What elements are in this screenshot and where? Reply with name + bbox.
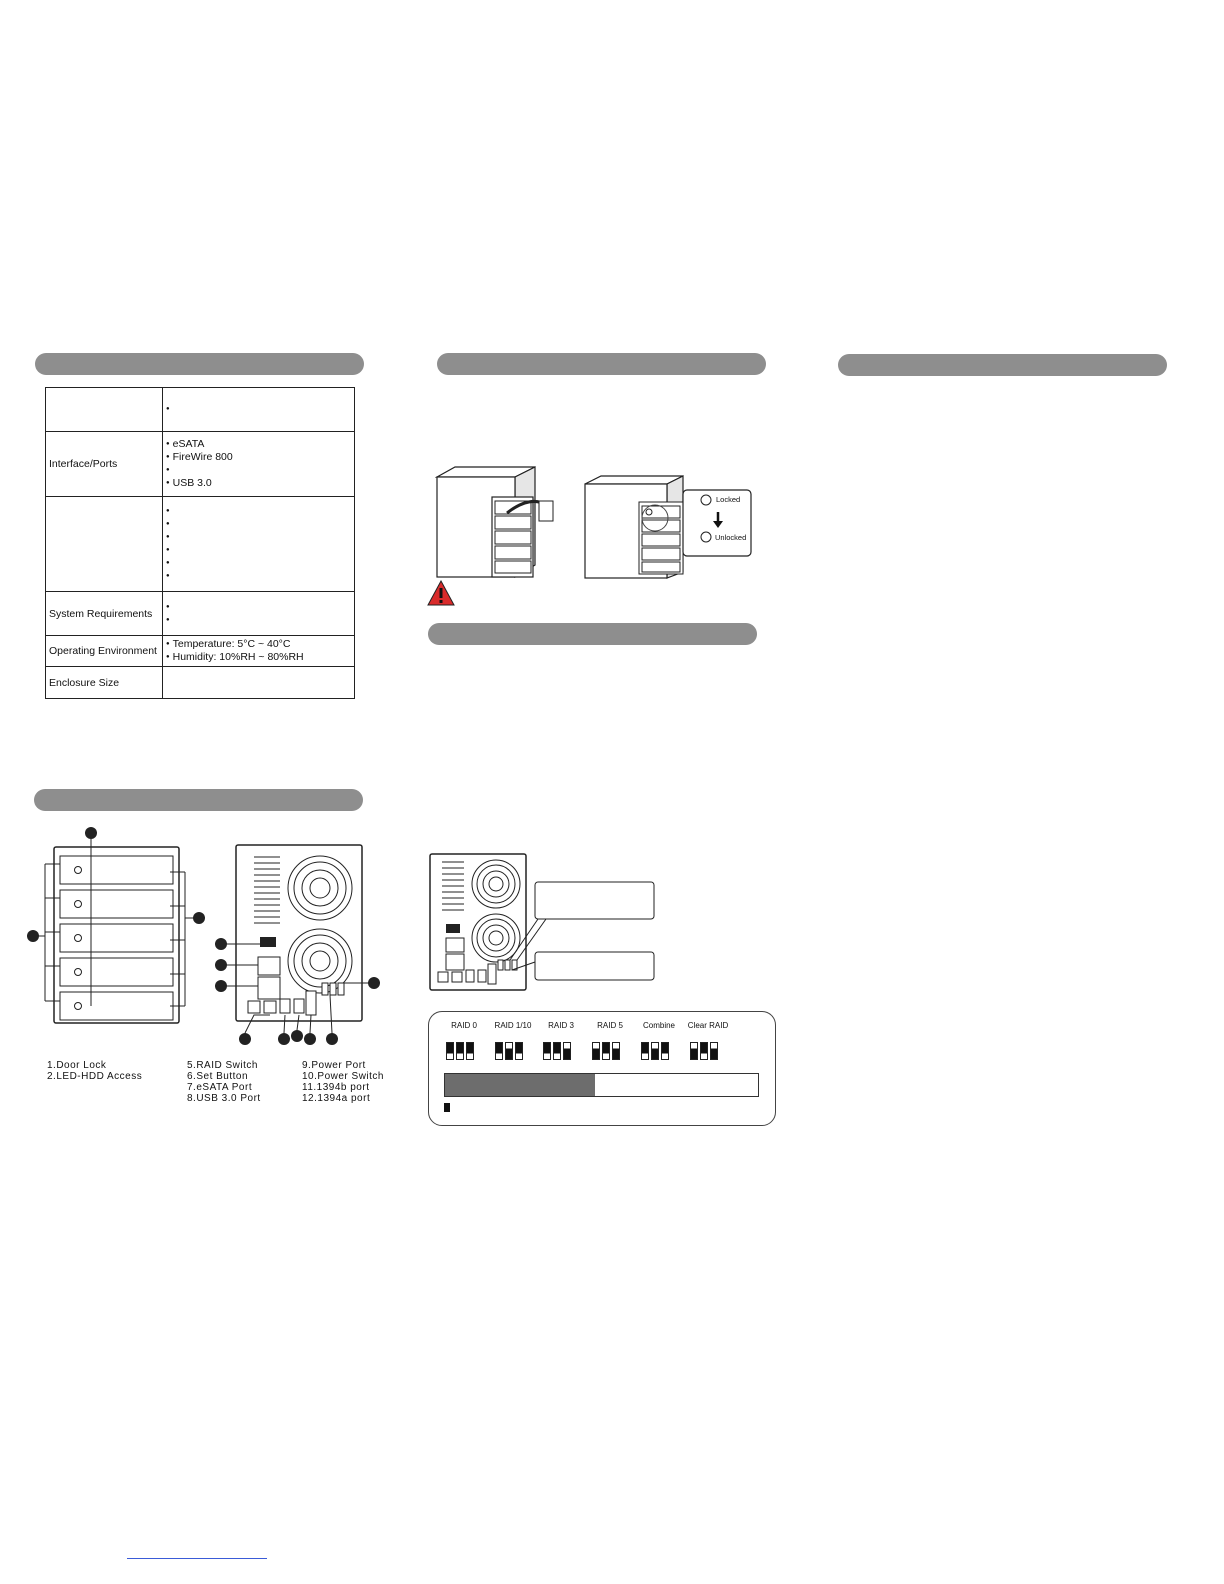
warning-icon — [427, 580, 455, 606]
spec-item: ● Humidity: 10%RH ~ 80%RH — [166, 651, 304, 663]
section-header-door-lock — [437, 353, 766, 375]
dip-switch — [641, 1042, 649, 1060]
dip-switch — [456, 1042, 464, 1060]
legend-item: 12.1394a port — [302, 1093, 371, 1104]
dip-switch — [602, 1042, 610, 1060]
raid-progress-fill — [445, 1074, 595, 1096]
raid-mode-label: RAID 1/10 — [494, 1021, 532, 1030]
legend-col1 — [47, 1060, 142, 1082]
legend-item: 5.RAID Switch — [187, 1060, 258, 1071]
spec-item — [166, 544, 173, 556]
legend-item: 10.Power Switch — [302, 1071, 384, 1082]
raid-mode-label: Combine — [642, 1021, 676, 1030]
dip-switch — [612, 1042, 620, 1060]
spec-table — [45, 387, 355, 699]
dip-switch — [690, 1042, 698, 1060]
dip-switch — [446, 1042, 454, 1060]
section-header-overview — [34, 789, 363, 811]
dip-switch — [563, 1042, 571, 1060]
spec-label — [46, 388, 163, 432]
dip-switch — [651, 1042, 659, 1060]
spec-item — [166, 557, 173, 569]
spec-item — [166, 570, 173, 582]
dip-switch — [700, 1042, 708, 1060]
dip-switch-group — [641, 1042, 669, 1060]
section-header-right — [838, 354, 1167, 376]
raid-mode-label: RAID 5 — [597, 1021, 623, 1030]
dip-switch — [710, 1042, 718, 1060]
spec-item: ● USB 3.0 — [166, 477, 212, 489]
spec-item — [166, 464, 173, 476]
spec-item: ● FireWire 800 — [166, 451, 233, 463]
spec-item — [166, 601, 173, 613]
dip-switch — [495, 1042, 503, 1060]
footer-link-underline — [127, 1558, 267, 1559]
dip-switch — [543, 1042, 551, 1060]
switch-key-icon — [444, 1103, 450, 1112]
dip-switch — [505, 1042, 513, 1060]
lock-state-unlocked-label: Unlocked — [715, 533, 747, 542]
raid-switch-panel — [428, 1011, 776, 1126]
rear-panel-diagram — [208, 843, 383, 1048]
dip-switch — [466, 1042, 474, 1060]
spec-label — [46, 497, 163, 592]
rear-panel-callout-diagram — [428, 852, 660, 994]
dip-switch-group — [446, 1042, 474, 1060]
dip-switch-group — [592, 1042, 620, 1060]
spec-label: Operating Environment — [46, 636, 163, 667]
spec-item: ● eSATA — [166, 438, 204, 450]
spec-label: System Requirements — [46, 592, 163, 636]
raid-mode-label: Clear RAID — [687, 1021, 729, 1030]
legend-item: 2.LED-HDD Access — [47, 1071, 143, 1082]
legend-item: 11.1394b port — [302, 1082, 370, 1093]
dip-switch-group — [495, 1042, 523, 1060]
spec-item — [166, 505, 173, 517]
spec-item — [166, 614, 173, 626]
raid-progress-bar — [444, 1073, 759, 1097]
section-header-specifications — [35, 353, 364, 375]
raid-mode-label: RAID 3 — [548, 1021, 574, 1030]
raid-mode-label: RAID 0 — [451, 1021, 477, 1030]
dip-switch — [661, 1042, 669, 1060]
legend-col2 — [187, 1060, 261, 1104]
legend-item: 7.eSATA Port — [187, 1082, 253, 1093]
legend-col3 — [302, 1060, 384, 1104]
dip-switch — [553, 1042, 561, 1060]
enclosure-lock-illustration — [583, 474, 758, 579]
spec-item — [166, 531, 173, 543]
section-header-raid — [428, 623, 757, 645]
legend-item: 9.Power Port — [302, 1060, 366, 1071]
spec-item — [166, 518, 173, 530]
legend-item: 6.Set Button — [187, 1071, 249, 1082]
spec-label: Interface/Ports — [46, 432, 163, 497]
front-panel-diagram — [25, 826, 215, 1026]
lock-state-locked-label: Locked — [716, 495, 741, 504]
legend-item: 8.USB 3.0 Port — [187, 1093, 261, 1104]
dip-switch — [515, 1042, 523, 1060]
spec-label: Enclosure Size — [46, 667, 163, 699]
dip-switch — [592, 1042, 600, 1060]
enclosure-open-illustration — [435, 465, 555, 580]
legend-item: 1.Door Lock — [47, 1060, 107, 1071]
dip-switch-group — [690, 1042, 718, 1060]
dip-switch-group — [543, 1042, 571, 1060]
spec-item: ● Temperature: 5°C ~ 40°C — [166, 638, 290, 650]
spec-item — [166, 403, 173, 415]
